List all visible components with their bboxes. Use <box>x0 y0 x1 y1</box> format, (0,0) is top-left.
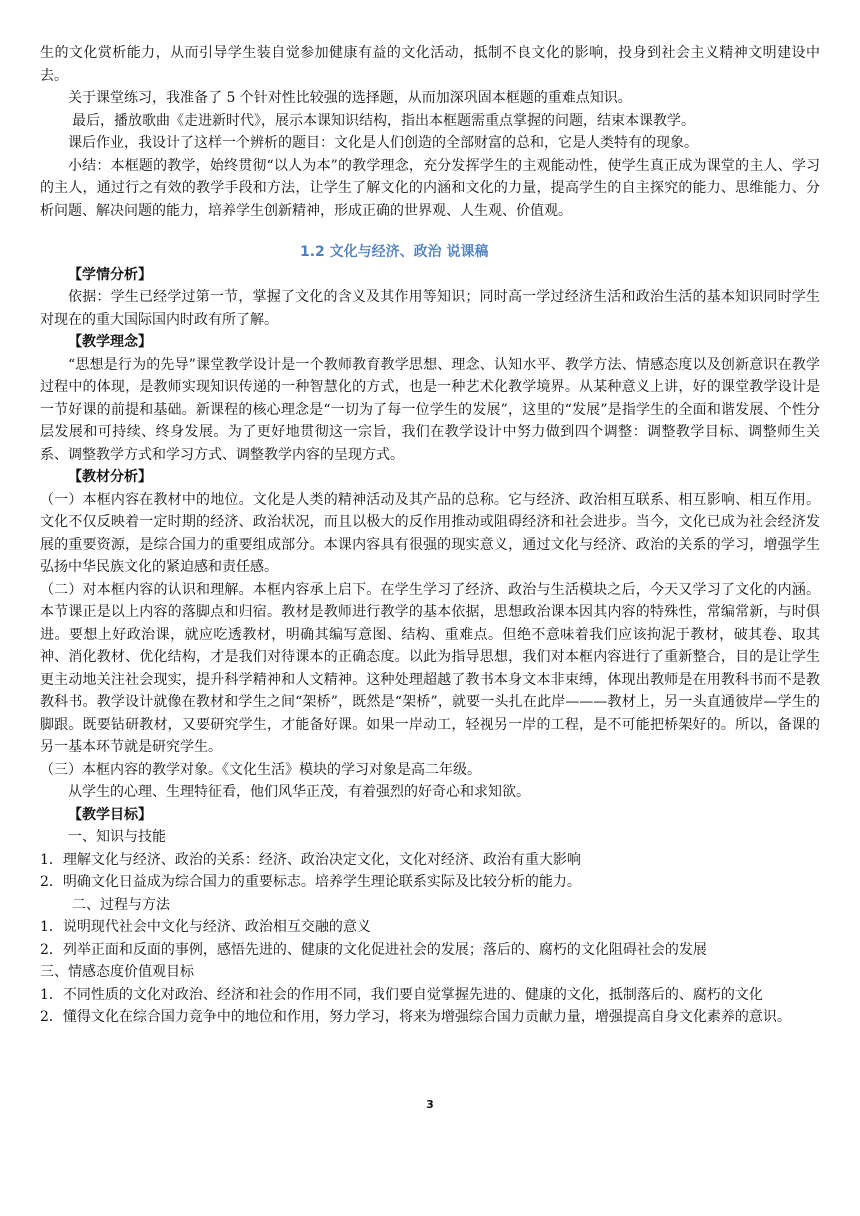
jiaocai-paragraph-4: 从学生的心理、生理特征看，他们风华正茂，有着强烈的好奇心和求知欲。 <box>68 784 530 800</box>
subheading-emotion: 三、情感态度价值观目标 <box>40 964 194 980</box>
intro-paragraph-1: 生的文化赏析能力，从而引导学生装自觉参加健康有益的文化活动，抵制不良文化的影响，投身到社会主义精神文明建设中去。 <box>40 45 820 84</box>
emotion-item-1: 1．不同性质的文化对政治、经济和社会的作用不同，我们要自觉掌握先进的、健康的文化，抵制落后的、腐朽的文化 <box>40 986 763 1003</box>
process-item-2: 2．列举正面和反面的事例，感悟先进的、健康的文化促进社会的发展；落后的、腐朽的文化阻碍社会的发展 <box>40 941 707 958</box>
intro-paragraph-3: 最后，播放歌曲《走进新时代》，展示本课知识结构，指出本框题需重点掌握的问题，结束本课教学。 <box>72 112 695 129</box>
spacer <box>40 222 820 241</box>
linian-text: “思想是行为的先导”课堂教学设计是一个教师教育教学思想、理念、认知水平、教学方法、情感态度以及创新意识在教学过程中的体现，是教师实现知识传递的一种智慧化的方式，也是一种艺术化教学境界。从某种意义上讲，好的课堂教学设计是一节好课的前提和基础。新课程的核心理念是“一切为了每一位学生的发展”，这里的“发展”是指学生的全面和谐发展、个性分层发展和可持续、终身发展。为了更好地贯彻这一宗旨，我们在教学设计中努力做到四个调整：调整教学目标、调整师生关系、调整教学方式和学习方式、调整教学内容的呈现方式。 <box>40 356 820 463</box>
document-page <box>40 42 820 1029</box>
intro-paragraph-2: 关于课堂练习，我准备了 5 个针对性比较强的选择题，从而加深巩固本框题的重难点知识。 <box>68 90 632 106</box>
xueqing-text: 依据：学生已经学过第一节，掌握了文化的含义及其作用等知识；同时高一学过经济生活和政治生活的基本知识同时学生对现在的重大国际国内时政有所了解。 <box>40 289 820 328</box>
subheading-knowledge: 一、知识与技能 <box>68 829 166 845</box>
heading-mubiao: 【教学目标】 <box>68 806 152 823</box>
knowledge-item-2: 2．明确文化日益成为综合国力的重要标志。培养学生理论联系实际及比较分析的能力。 <box>40 874 581 890</box>
knowledge-item-1: 1．理解文化与经济、政治的关系：经济、政治决定文化，文化对经济、政治有重大影响 <box>40 851 581 868</box>
intro-paragraph-4: 课后作业，我设计了这样一个辨析的题目：文化是人们创造的全部财富的总和，它是人类特有的现象。 <box>68 135 698 151</box>
intro-summary: 小结：本框题的教学，始终贯彻“以人为本”的教学理念，充分发挥学生的主观能动性，使学生真正成为课堂的主人、学习的主人，通过行之有效的教学手段和方法，让学生了解文化的内涵和文化的力量，提高学生的自主探究的能力、思维能力、分析问题、解决问题的能力，培养学生创新精神，形成正确的世界观、人生观、价值观。 <box>40 157 820 219</box>
subheading-process: 二、过程与方法 <box>72 896 170 913</box>
jiaocai-paragraph-3: （三）本框内容的教学对象。《文化生活》模块的学习对象是高二年级。 <box>40 761 481 778</box>
heading-linian: 【教学理念】 <box>68 334 152 350</box>
jiaocai-paragraph-1: （一）本框内容在教材中的地位。文化是人类的精神活动及其产品的总称。它与经济、政治相互联系、相互影响、相互作用。文化不仅反映着一定时期的经济、政治状况，而且以极大的反作用推动或阻碍经济和社会进步。当今，文化已成为社会经济发展的重要资源，是综合国力的重要组成部分。本课内容具有很强的现实意义，通过文化与经济、政治的关系的学习，增强学生弘扬中华民族文化的紧迫感和责任感。 <box>40 491 820 575</box>
jiaocai-paragraph-2: （二）对本框内容的认识和理解。本框内容承上启下。在学生学习了经济、政治与生活模块之后，今天又学习了文化的内涵。本节课正是以上内容的落脚点和归宿。教材是教师进行教学的基本依据，思想政治课本因其内容的特殊性，常编常新，与时俱进。要想上好政治课，就应吃透教材，明确其编写意图、结构、重难点。但绝不意味着我们应该拘泥于教材，破其卷、取其神、消化教材、优化结构，才是我们对待课本的正确态度。以此为指导思想，我们对本框内容进行了重新整合，目的是让学生更主动地关注社会现实，提升科学精神和人文精神。这种处理超越了教书本身文本非束缚，体现出教师是在用教科书而不是教教科书。教学设计就像在教材和学生之间“架桥”，既然是“架桥”，就要一头扎在此岸———教材上，另一头直通彼岸—学生的脚跟。既要钻研教材，又要研究学生，才能备好课。如果一岸动工，轻视另一岸的工程，是不可能把桥架好的。所以，备课的另一基本环节就是研究学生。 <box>40 581 820 755</box>
section-title: 1.2 文化与经济、政治 说课稿 <box>300 244 489 260</box>
heading-jiaocai: 【教材分析】 <box>68 469 152 485</box>
heading-xueqing: 【学情分析】 <box>68 266 152 283</box>
process-item-1: 1．说明现代社会中文化与经济、政治相互交融的意义 <box>40 919 371 935</box>
emotion-item-2: 2．懂得文化在综合国力竞争中的地位和作用，努力学习，将来为增强综合国力贡献力量，增强提高自身文化素养的意识。 <box>40 1009 791 1025</box>
page-number: 3 <box>426 1098 434 1111</box>
